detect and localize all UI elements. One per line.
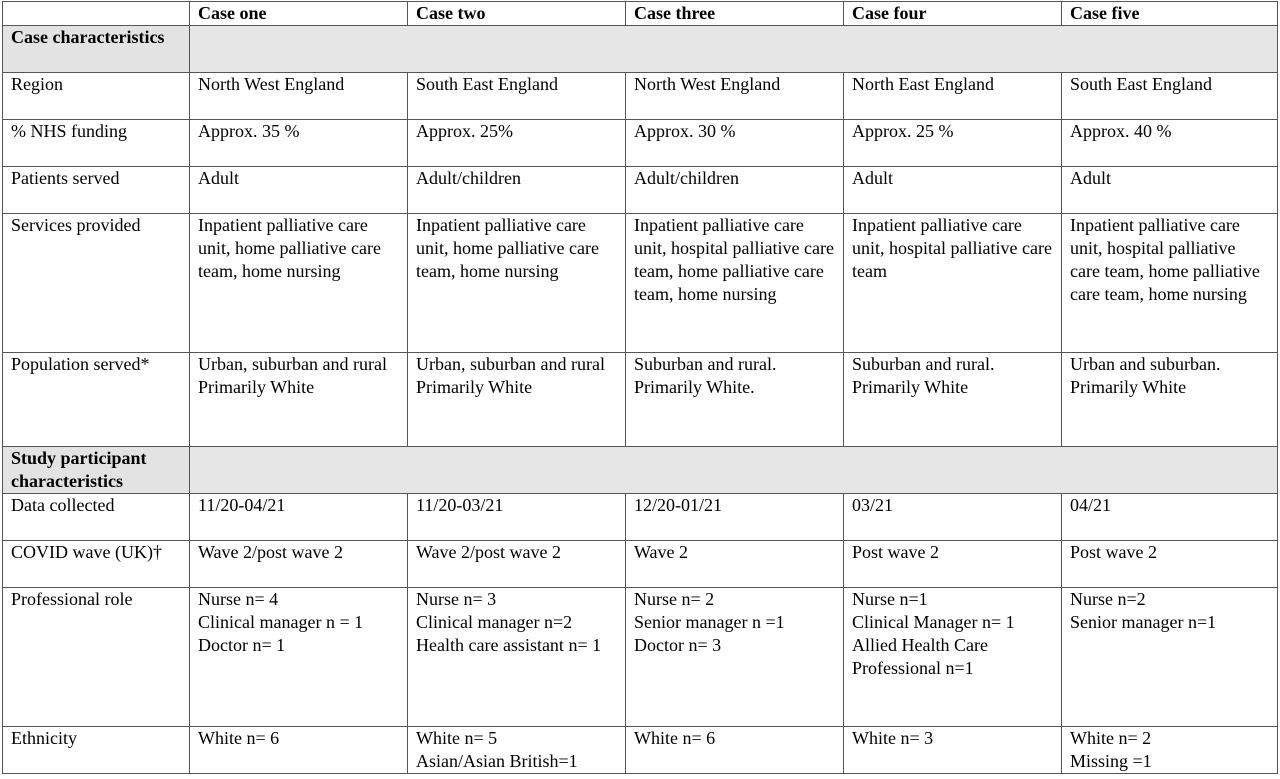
table-cell: North West England — [626, 73, 844, 120]
table-cell: Approx. 40 % — [1062, 120, 1278, 167]
table-cell: Adult/children — [408, 167, 626, 214]
table-cell: Approx. 25% — [408, 120, 626, 167]
row-label: Ethnicity — [3, 727, 190, 774]
section-row-case-characteristics — [3, 26, 1278, 73]
row-label: Data collected — [3, 494, 190, 541]
table-row-region — [3, 73, 1278, 120]
row-label: Patients served — [3, 167, 190, 214]
table-cell: Inpatient palliative care unit, hospital palliative care team, home palliative care team, home nursing — [626, 214, 844, 353]
table-row-nhs-funding — [3, 120, 1278, 167]
table-cell: 12/20-01/21 — [626, 494, 844, 541]
table-cell: Wave 2/post wave 2 — [190, 541, 408, 588]
table-cell: Urban and suburban. Primarily White — [1062, 353, 1278, 447]
table-cell: Inpatient palliative care unit, home palliative care team, home nursing — [190, 214, 408, 353]
table-cell: Adult — [844, 167, 1062, 214]
table-row-patients-served — [3, 167, 1278, 214]
table-cell: South East England — [408, 73, 626, 120]
table-cell: North East England — [844, 73, 1062, 120]
table-cell: White n= 6 — [190, 727, 408, 774]
table-cell: 11/20-03/21 — [408, 494, 626, 541]
table-cell: Wave 2/post wave 2 — [408, 541, 626, 588]
table-cell: Inpatient palliative care unit, hospital palliative care team, home palliative care team, home nursing — [1062, 214, 1278, 353]
section-fill — [190, 26, 1278, 73]
table-row-services-provided — [3, 214, 1278, 353]
table-cell: Suburban and rural. Primarily White. — [626, 353, 844, 447]
table-cell: North West England — [190, 73, 408, 120]
table-cell: Post wave 2 — [844, 541, 1062, 588]
table-cell: South East England — [1062, 73, 1278, 120]
table-cell: White n= 6 — [626, 727, 844, 774]
table-cell: 11/20-04/21 — [190, 494, 408, 541]
row-label: Region — [3, 73, 190, 120]
table-row-data-collected — [3, 494, 1278, 541]
table-cell: White n= 3 — [844, 727, 1062, 774]
section-fill — [190, 447, 1278, 494]
table-cell: Wave 2 — [626, 541, 844, 588]
header-case-one: Case one — [190, 2, 408, 26]
table-cell: Nurse n= 3 Clinical manager n=2 Health care assistant n= 1 — [408, 588, 626, 727]
row-label: Professional role — [3, 588, 190, 727]
header-case-four: Case four — [844, 2, 1062, 26]
table-cell: Nurse n=2 Senior manager n=1 — [1062, 588, 1278, 727]
section-title: Study participant characteristics — [3, 447, 190, 494]
table-cell: Inpatient palliative care unit, hospital palliative care team — [844, 214, 1062, 353]
table-cell: Approx. 35 % — [190, 120, 408, 167]
table-cell: Approx. 30 % — [626, 120, 844, 167]
table-cell: 03/21 — [844, 494, 1062, 541]
header-row — [3, 2, 1278, 26]
table-cell: Nurse n= 2 Senior manager n =1 Doctor n= 3 — [626, 588, 844, 727]
header-empty-cell — [3, 2, 190, 26]
header-case-two: Case two — [408, 2, 626, 26]
table-cell: White n= 5 Asian/Asian British=1 — [408, 727, 626, 774]
table-cell: Adult — [190, 167, 408, 214]
table-cell: Nurse n=1 Clinical Manager n= 1 Allied Health Care Professional n=1 — [844, 588, 1062, 727]
table-cell: White n= 2 Missing =1 — [1062, 727, 1278, 774]
row-label: COVID wave (UK)† — [3, 541, 190, 588]
table-cell: Post wave 2 — [1062, 541, 1278, 588]
table-row-population-served — [3, 353, 1278, 447]
table-cell: Adult — [1062, 167, 1278, 214]
table-cell: Approx. 25 % — [844, 120, 1062, 167]
table-cell: Nurse n= 4 Clinical manager n = 1 Doctor n= 1 — [190, 588, 408, 727]
table-cell: Adult/children — [626, 167, 844, 214]
header-case-five: Case five — [1062, 2, 1278, 26]
table-cell: Urban, suburban and rural Primarily White — [408, 353, 626, 447]
section-row-study-participant-characteristics — [3, 447, 1278, 494]
table-cell: Suburban and rural. Primarily White — [844, 353, 1062, 447]
table-row-covid-wave — [3, 541, 1278, 588]
row-label: Population served* — [3, 353, 190, 447]
table-cell: Inpatient palliative care unit, home palliative care team, home nursing — [408, 214, 626, 353]
table-row-ethnicity — [3, 727, 1278, 774]
section-title: Case characteristics — [3, 26, 190, 73]
table-cell: Urban, suburban and rural Primarily White — [190, 353, 408, 447]
case-characteristics-table — [2, 1, 1278, 774]
table-row-professional-role — [3, 588, 1278, 727]
row-label: Services provided — [3, 214, 190, 353]
header-case-three: Case three — [626, 2, 844, 26]
table-cell: 04/21 — [1062, 494, 1278, 541]
row-label: % NHS funding — [3, 120, 190, 167]
